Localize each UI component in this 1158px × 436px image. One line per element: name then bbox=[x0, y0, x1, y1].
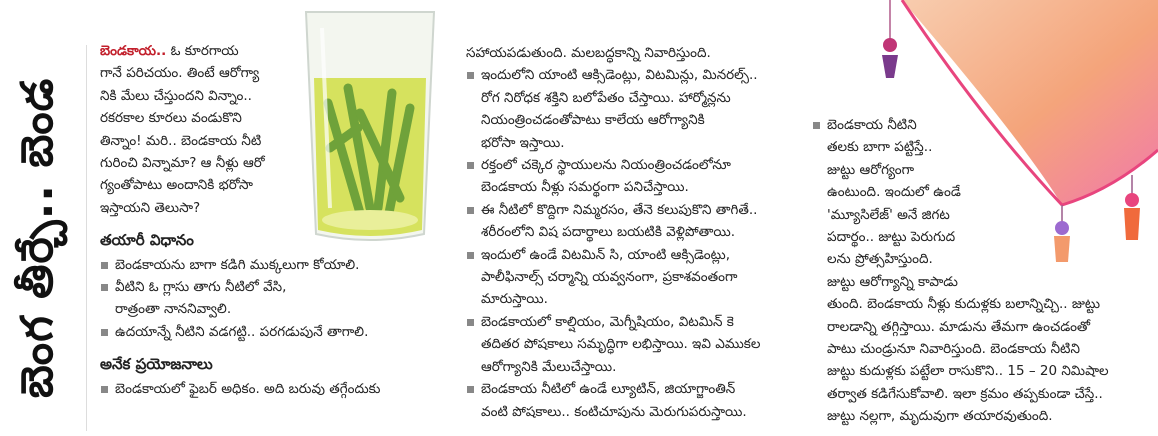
benefit-line: ఇందులోని యాంటి ఆక్సిడెంట్లు, విటమిన్లు, మినరల్స్.. bbox=[481, 67, 758, 84]
benefit-line: వంటి పోషకాలు.. కంటిచూపును మెరుగుపరుస్తాయి. bbox=[481, 403, 747, 420]
intro-column bbox=[100, 40, 381, 400]
hair-line: 'మ్యూసిలేజ్' అనే జిగట bbox=[827, 206, 950, 223]
prep-item bbox=[100, 276, 298, 321]
hair-line: ఉంటుంది. ఇందులో ఉండే bbox=[827, 184, 961, 201]
headline: బెంగ తీర్చే.. బెండ bbox=[12, 77, 64, 399]
intro-line: గ్యంతోపాటు అందానికి భరోసా bbox=[100, 177, 253, 194]
intro-line: ఇస్తాయని తెలుసా? bbox=[100, 199, 201, 216]
intro-line: ఓ కూరగాయ bbox=[166, 43, 239, 59]
hair-line: తర్వాత కడిగేసుకోవాలి. ఇలా క్రమం తప్పకుండా చేస్తే.. bbox=[827, 385, 1103, 402]
okra-water-glass-illustration bbox=[300, 8, 440, 248]
prep-item-line: రాత్రంతా నాననివ్వాలి. bbox=[115, 301, 232, 318]
tassel-icon bbox=[883, 38, 897, 52]
hair-benefits-column bbox=[812, 114, 1132, 428]
benefit-item bbox=[466, 64, 796, 154]
hair-line: బెండకాయ నీటిని bbox=[827, 117, 917, 133]
intro-highlight: బెండకాయ.. bbox=[100, 43, 167, 59]
benefit-item: బెండకాయలో ఫైబర్ అధికం. అది బరువు తగ్గేందుకు bbox=[100, 378, 298, 400]
hair-line: లను ప్రోత్సహిస్తుంది. bbox=[827, 251, 933, 268]
hair-line: జుట్టు ఆరోగ్యంగా bbox=[827, 161, 915, 178]
benefit-line: రోగ నిరోధక శక్తిని బలోపేతం చేస్తాయి. హార్మోన్లను bbox=[481, 89, 731, 106]
benefit-line: ఇందులో ఉండే విటమిన్ సి, యాంటి ఆక్సిడెంట్లు, bbox=[481, 246, 730, 263]
hair-line: పదార్థం.. జుట్టు పెరుగుద bbox=[827, 229, 956, 246]
benefit-item bbox=[466, 199, 796, 244]
benefit-item bbox=[466, 154, 796, 199]
benefit-line: రక్తంలో చక్కెర స్థాయులను నియంత్రించడంలోనూ bbox=[481, 157, 731, 174]
benefit-line: ఆరోగ్యానికి మేలుచేస్తాయి. bbox=[481, 358, 617, 375]
benefit-continuation: సహాయపడుతుంది. మలబద్ధకాన్ని నివారిస్తుంది. bbox=[466, 45, 711, 61]
hair-line: జుట్టు కుదుళ్లకు పట్టేలా రాసుకొని.. 15 – 20 నిమిషాల bbox=[827, 363, 1109, 380]
hair-line: తుంది. బెండకాయ నీళ్లు కుదుళ్లకు బలాన్నిచ్చి.. జుట్టు bbox=[827, 296, 1101, 313]
prep-item: బెండకాయను బాగా కడిగి ముక్కలుగా కోయాలి. bbox=[100, 254, 298, 276]
prep-item-line: వీటిని ఓ గ్లాసు తాగు నీటిలో వేసి, bbox=[115, 279, 287, 296]
benefit-line: బెండకాయ నీళ్లు సమర్థంగా పనిచేస్తాయి. bbox=[481, 179, 689, 196]
benefit-line: బెండకాయ నీటిలో ఉండే ల్యూటిన్, జియాగ్జాంతిన్ bbox=[481, 381, 736, 398]
benefit-line: నియంత్రించడంతోపాటు కాలేయ ఆరోగ్యానికి bbox=[481, 112, 705, 129]
preparation-heading: తయారీ విధానం bbox=[100, 231, 194, 250]
intro-paragraph bbox=[100, 40, 298, 219]
prep-item: ఉదయాన్నే నీటిని వడగట్టి.. పరగడుపునే తాగాలి. bbox=[100, 321, 298, 343]
hair-benefit-item bbox=[812, 114, 1132, 428]
intro-line: తిన్నాం! మరి.. బెండకాయ నీటి bbox=[100, 132, 262, 149]
intro-line: గానే పరిచయం. తింటే ఆరోగ్యా bbox=[100, 65, 260, 82]
hair-line: జుట్టు ఆరోగ్యాన్ని కాపాడు bbox=[827, 273, 958, 290]
benefit-line: ఈ నీటిలో కొద్దిగా నిమ్మరసం, తేనె కలుపుకొని తాగితే.. bbox=[481, 201, 758, 218]
benefit-item bbox=[466, 311, 796, 378]
benefit-line: భరోసా ఇస్తాయి. bbox=[481, 134, 565, 151]
benefit-item bbox=[466, 244, 796, 311]
benefits-column bbox=[466, 42, 796, 423]
intro-line: రకరకాల కూరలు వండుకొని bbox=[100, 110, 242, 127]
hair-line: తలకు బాగా పట్టిస్తే.. bbox=[827, 139, 933, 156]
intro-line: నికి మేలు చేస్తుందని విన్నాం.. bbox=[100, 87, 252, 104]
benefit-line: శరీరంలోని విష పదార్థాలు బయటికి వెళ్లిపోతాయి. bbox=[481, 224, 736, 241]
benefit-line: తదితర పోషకాలు సమృద్ధిగా లభిస్తాయి. ఇవి ఎముకల bbox=[481, 336, 761, 353]
benefit-line: బెండకాయలో కాల్షియం, మెగ్నీషియం, విటమిన్ కె bbox=[481, 313, 734, 330]
benefit-item bbox=[466, 378, 796, 423]
hair-line: రాలడాన్ని తగ్గిస్తాయి. మాడును తేమగా ఉంచడంతో bbox=[827, 318, 1091, 335]
hair-line: జుట్టు నల్లగా, మృదువుగా తయారవుతుంది. bbox=[827, 408, 1053, 425]
hair-line: పాటు చుండ్రునూ నివారిస్తుంది. బెండకాయ నీటిని bbox=[827, 341, 1080, 358]
headline-panel bbox=[0, 45, 87, 431]
benefit-line: పాలీఫినాల్స్ చర్మాన్ని యవ్వనంగా, ప్రకాశవంతంగా bbox=[481, 269, 738, 286]
benefits-heading: అనేక ప్రయోజనాలు bbox=[100, 355, 213, 374]
benefit-line: మారుస్తాయి. bbox=[481, 291, 548, 308]
intro-line: గురించి విన్నామా? ఆ నీళ్లు ఆరో bbox=[100, 155, 265, 172]
